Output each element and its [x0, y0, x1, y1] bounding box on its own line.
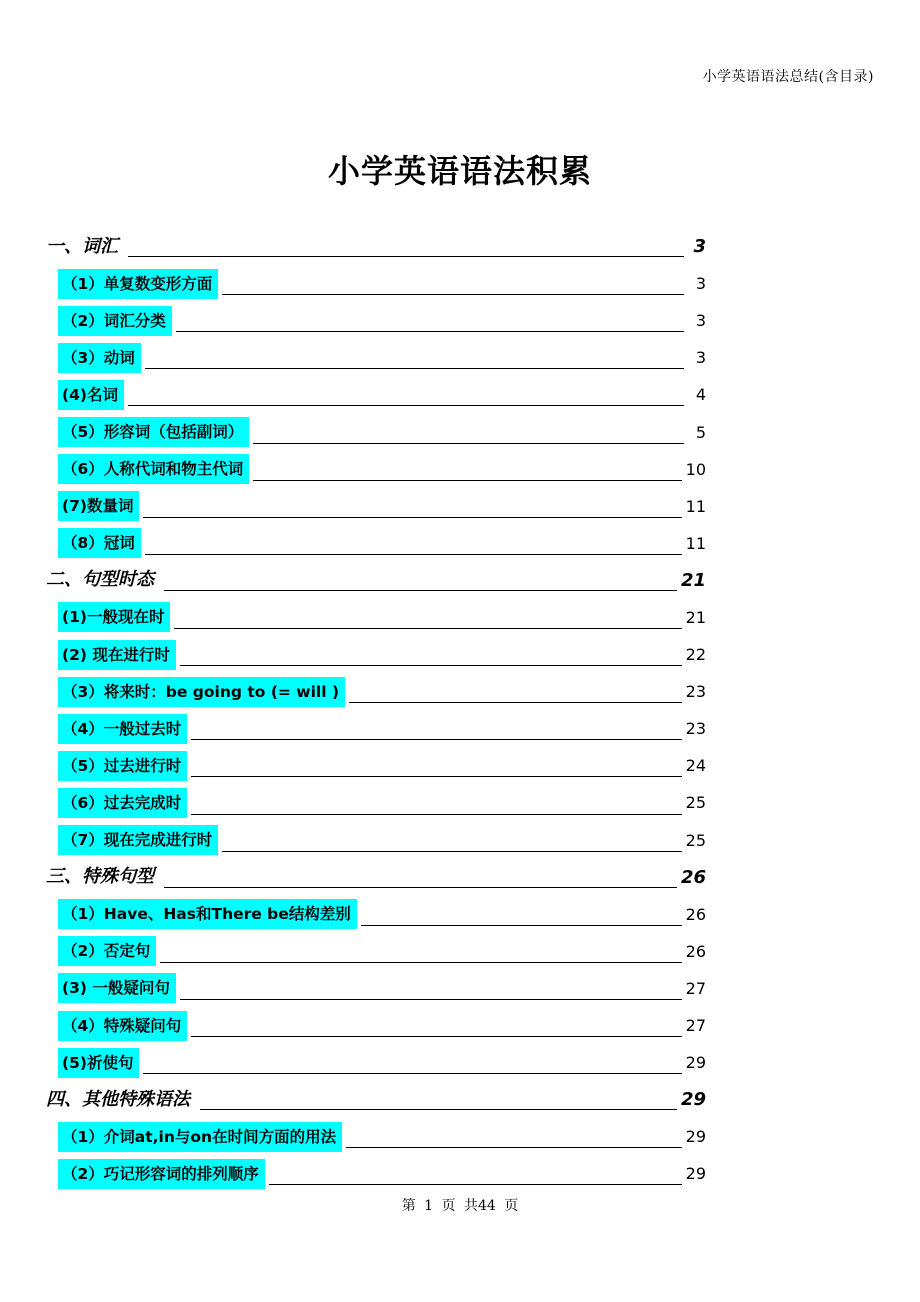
toc-subsection-label: (5)祈使句	[58, 1048, 139, 1078]
toc-subsection-label: （2）词汇分类	[58, 306, 172, 336]
toc-leader-line	[346, 1147, 682, 1148]
toc-subsection-entry[interactable]	[46, 599, 706, 636]
toc-section-entry[interactable]	[46, 228, 706, 265]
toc-page-number: 26	[685, 904, 706, 924]
toc-subsection-label: （5）形容词（包括副词）	[58, 417, 249, 447]
toc-subsection-label: (3) 一般疑问句	[58, 973, 176, 1003]
toc-subsection-entry[interactable]	[46, 451, 706, 488]
toc-subsection-entry[interactable]	[46, 413, 706, 450]
toc-subsection-entry[interactable]	[46, 339, 706, 376]
toc-section-label: 四、其他特殊语法	[46, 1088, 190, 1110]
toc-subsection-label: (2) 现在进行时	[58, 640, 176, 670]
toc-page-number: 27	[685, 1016, 706, 1036]
toc-subsection-label: (1)一般现在时	[58, 602, 170, 632]
toc-subsection-label: （3）动词	[58, 343, 141, 373]
toc-page-number: 21	[685, 607, 706, 627]
toc-subsection-entry[interactable]	[46, 673, 706, 710]
toc-leader-line	[174, 628, 681, 629]
toc-subsection-entry[interactable]	[46, 1007, 706, 1044]
toc-subsection-label: （1）单复数变形方面	[58, 269, 218, 299]
toc-leader-line	[222, 851, 681, 852]
toc-subsection-entry[interactable]	[46, 822, 706, 859]
toc-subsection-entry[interactable]	[46, 896, 706, 933]
toc-subsection-label: （2）否定句	[58, 936, 156, 966]
toc-section-label: 三、特殊句型	[46, 866, 154, 888]
toc-subsection-entry[interactable]	[46, 265, 706, 302]
toc-subsection-label: （5）过去进行时	[58, 751, 187, 781]
toc-page-number: 26	[685, 941, 706, 961]
toc-subsection-label: （1）介词at,in与on在时间方面的用法	[58, 1122, 342, 1152]
table-of-contents	[46, 228, 706, 1192]
toc-subsection-entry[interactable]	[46, 933, 706, 970]
toc-page-number: 21	[680, 569, 706, 591]
toc-subsection-entry[interactable]	[46, 488, 706, 525]
toc-subsection-entry[interactable]	[46, 376, 706, 413]
toc-leader-line	[180, 999, 682, 1000]
toc-page-number: 24	[685, 756, 706, 776]
toc-leader-line	[145, 368, 684, 369]
toc-leader-line	[253, 480, 681, 481]
toc-page-number: 3	[695, 348, 706, 368]
toc-page-number: 27	[685, 978, 706, 998]
toc-subsection-label: （1）Have、Has和There be结构差别	[58, 899, 357, 929]
toc-section-entry[interactable]	[46, 1081, 706, 1118]
toc-subsection-entry[interactable]	[46, 970, 706, 1007]
document-title: 小学英语语法积累	[327, 152, 592, 190]
toc-leader-line	[164, 887, 677, 888]
toc-subsection-label: （4）特殊疑问句	[58, 1011, 187, 1041]
toc-page-number: 11	[685, 533, 706, 553]
toc-section-entry[interactable]	[46, 859, 706, 896]
page-footer: 第 1 页 共44 页	[401, 1198, 519, 1214]
toc-subsection-entry[interactable]	[46, 784, 706, 821]
toc-leader-line	[176, 331, 684, 332]
toc-subsection-label: （2）巧记形容词的排列顺序	[58, 1159, 265, 1189]
toc-subsection-label: (7)数量词	[58, 491, 139, 521]
toc-page-number: 29	[685, 1053, 706, 1073]
toc-leader-line	[200, 1109, 677, 1110]
toc-subsection-entry[interactable]	[46, 747, 706, 784]
toc-leader-line	[143, 1073, 681, 1074]
toc-page-number: 25	[685, 793, 706, 813]
toc-leader-line	[191, 776, 681, 777]
toc-page-number: 23	[685, 682, 706, 702]
toc-subsection-label: （7）现在完成进行时	[58, 825, 218, 855]
toc-leader-line	[361, 925, 682, 926]
toc-page-number: 3	[695, 311, 706, 331]
toc-leader-line	[145, 554, 682, 555]
toc-page-number: 22	[685, 645, 706, 665]
toc-subsection-entry[interactable]	[46, 1044, 706, 1081]
toc-subsection-label: （8）冠词	[58, 528, 141, 558]
toc-subsection-label: （6）过去完成时	[58, 788, 187, 818]
toc-subsection-entry[interactable]	[46, 1155, 706, 1192]
toc-subsection-label: （6）人称代词和物主代词	[58, 454, 249, 484]
toc-subsection-entry[interactable]	[46, 525, 706, 562]
toc-subsection-label: (4)名词	[58, 380, 124, 410]
toc-leader-line	[164, 590, 677, 591]
toc-subsection-entry[interactable]	[46, 710, 706, 747]
toc-page-number: 23	[685, 719, 706, 739]
toc-page-number: 11	[685, 496, 706, 516]
toc-section-entry[interactable]	[46, 562, 706, 599]
toc-subsection-label: （3）将来时：be going to (= will )	[58, 677, 345, 707]
toc-subsection-entry[interactable]	[46, 636, 706, 673]
toc-leader-line	[253, 443, 684, 444]
toc-leader-line	[269, 1184, 682, 1185]
toc-page-number: 29	[685, 1127, 706, 1147]
toc-page-number: 4	[695, 385, 706, 405]
toc-page-number: 29	[680, 1089, 706, 1111]
toc-leader-line	[180, 665, 682, 666]
toc-leader-line	[191, 814, 681, 815]
toc-page-number: 26	[680, 866, 706, 888]
toc-page-number: 29	[685, 1164, 706, 1184]
toc-subsection-entry[interactable]	[46, 1118, 706, 1155]
toc-page-number: 25	[685, 830, 706, 850]
toc-section-label: 二、句型时态	[46, 569, 154, 591]
toc-leader-line	[349, 702, 682, 703]
toc-leader-line	[128, 405, 684, 406]
toc-page-number: 10	[685, 459, 706, 479]
toc-leader-line	[128, 256, 684, 257]
toc-section-label: 一、词汇	[46, 235, 118, 257]
toc-subsection-label: （4）一般过去时	[58, 714, 187, 744]
running-header: 小学英语语法总结(含目录)	[702, 69, 874, 85]
toc-page-number: 5	[695, 422, 706, 442]
toc-leader-line	[191, 739, 681, 740]
toc-leader-line	[143, 517, 681, 518]
toc-subsection-entry[interactable]	[46, 302, 706, 339]
toc-leader-line	[222, 294, 684, 295]
toc-leader-line	[191, 1036, 681, 1037]
toc-page-number: 3	[695, 274, 706, 294]
toc-leader-line	[160, 962, 681, 963]
toc-page-number: 3	[693, 236, 706, 258]
